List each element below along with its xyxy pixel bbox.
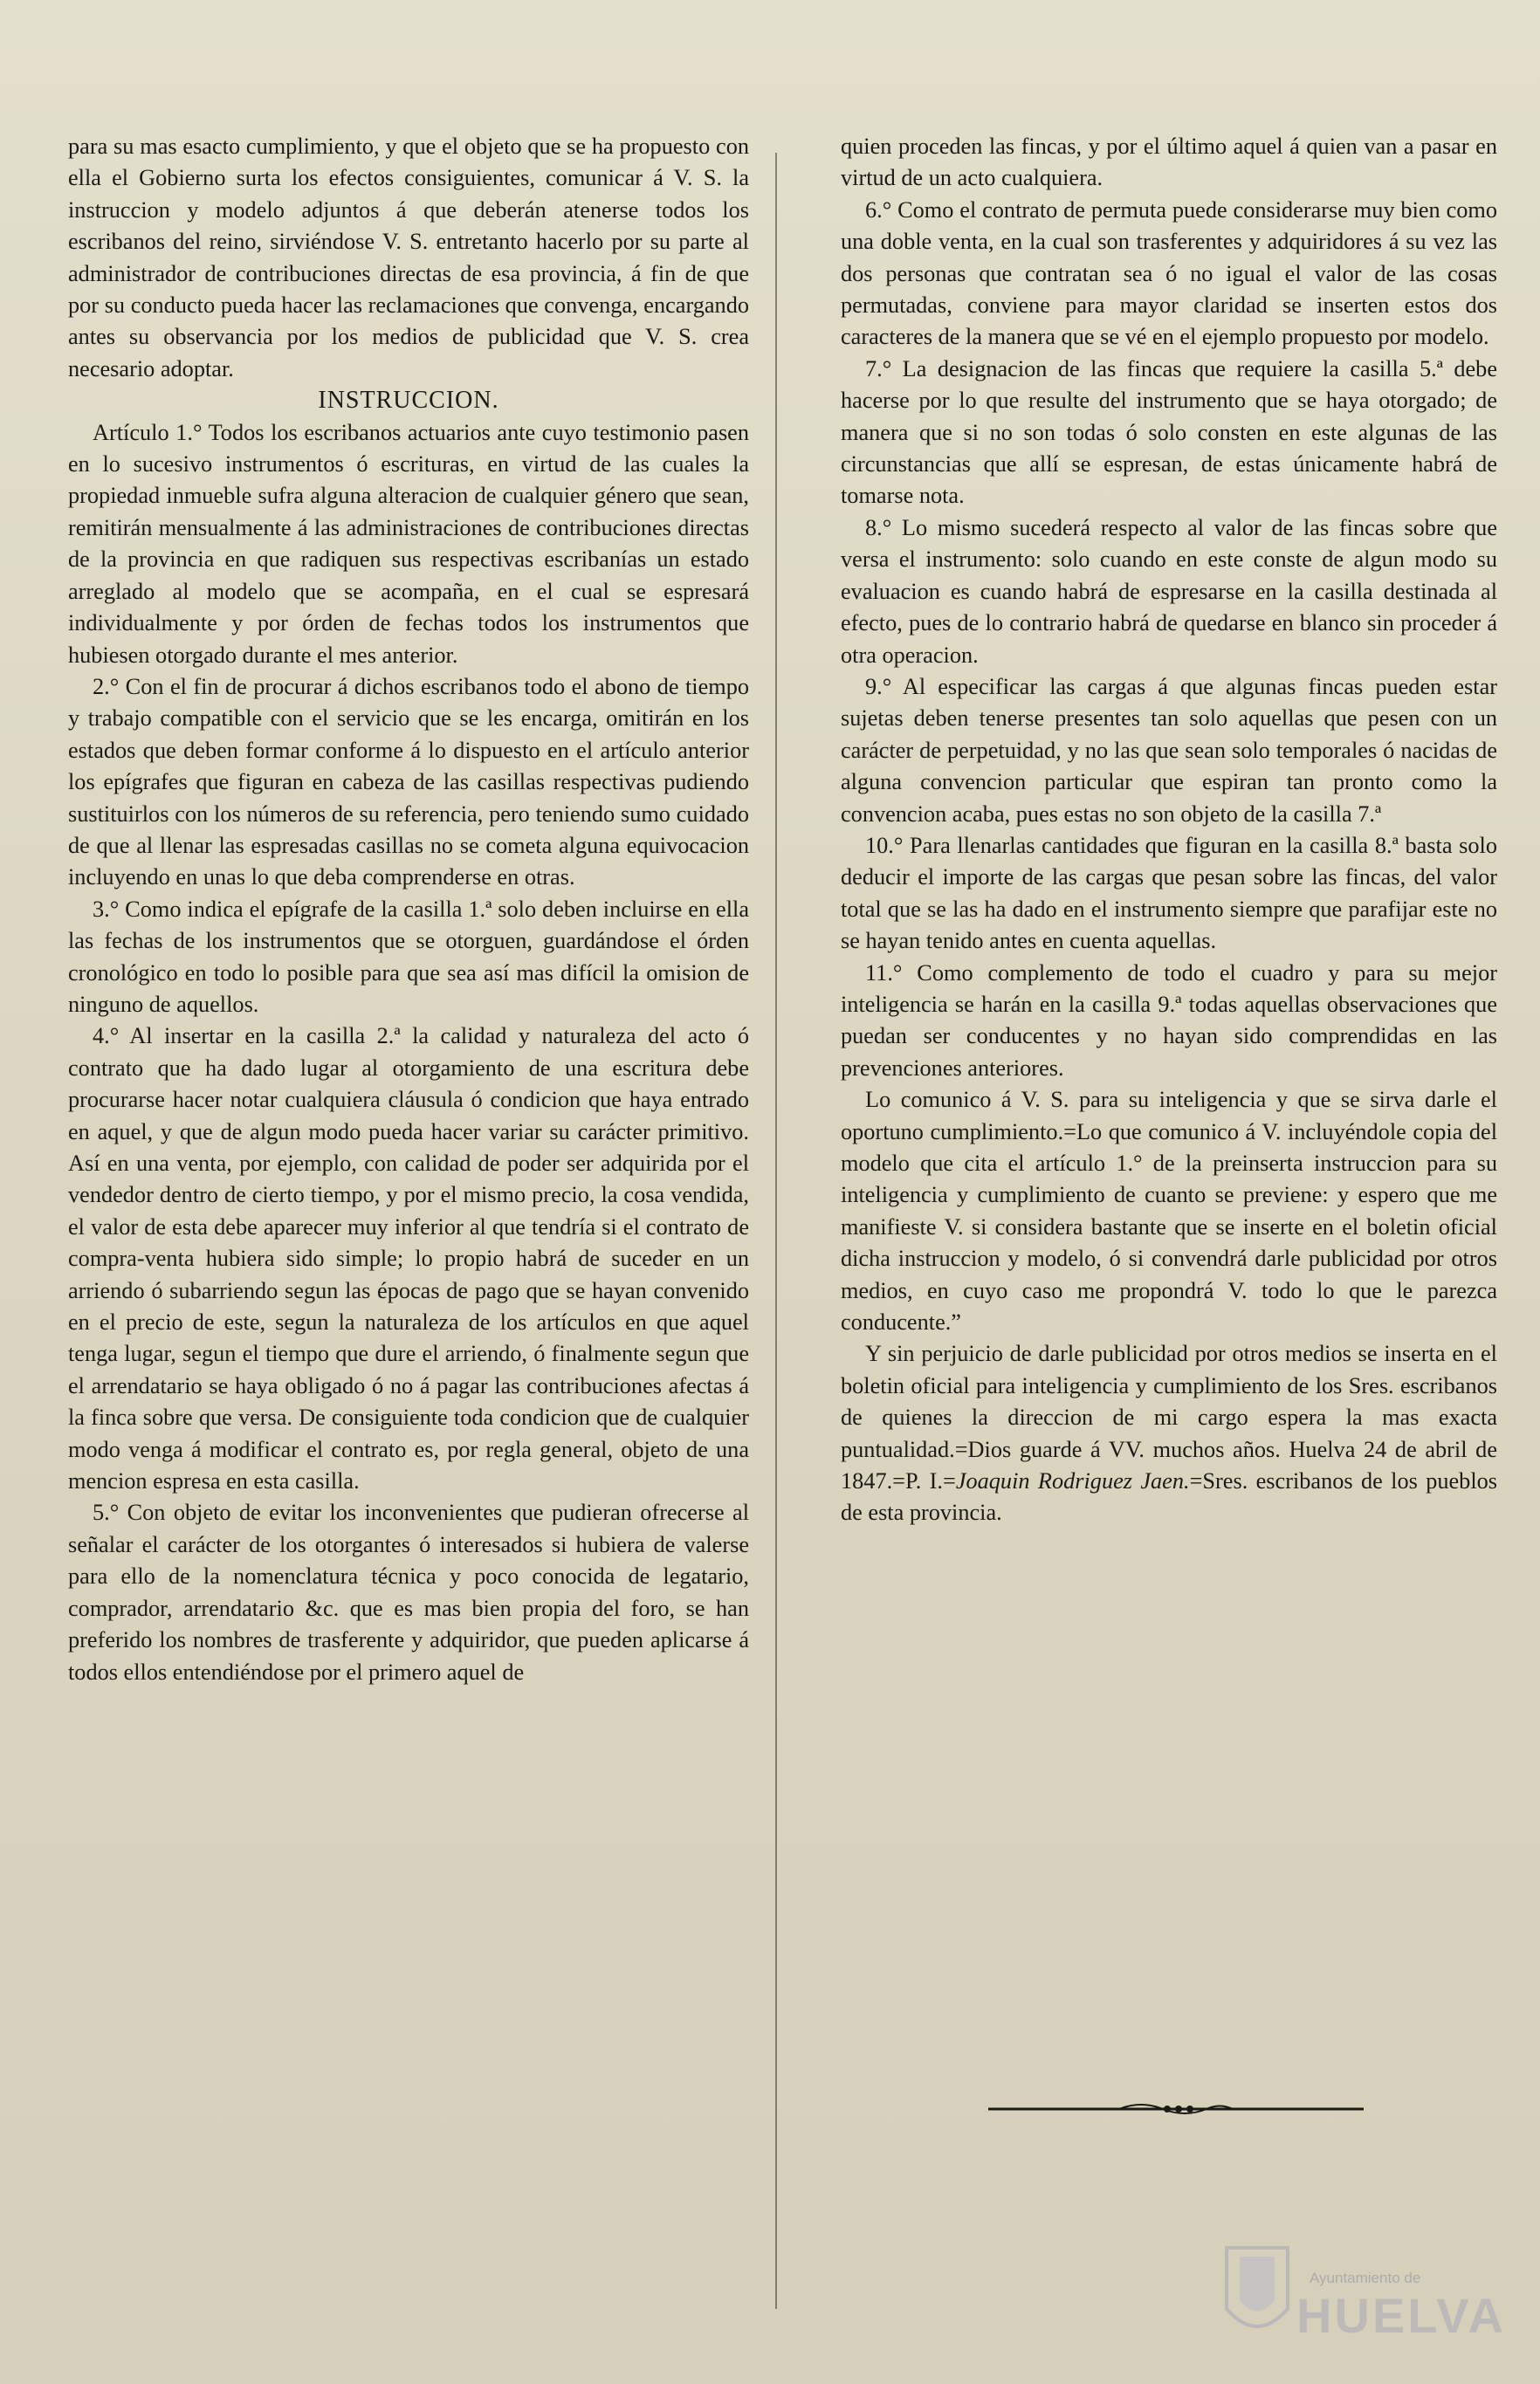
communication-paragraph: Lo comunico á V. S. para su inteligencia y que se sirva darle el oportuno cumplimiento.=Lo que comunico á V. incluyéndole copia del modelo que cita el artículo 1.° de la preinserta instruccion para su inteligencia y cumplimiento de cuanto se previene: y espero que me manifieste V. si considera bastante que se inserte en el boletin oficial dicha instruccion y modelo, ó si convendrá darle publicidad por otros medios, en cuyo caso me propondrá V. todo lo que le parezca conducente.” xyxy=(841,1087,1497,1336)
column-divider xyxy=(775,153,777,2309)
watermark-subtitle: Ayuntamiento de xyxy=(1310,2270,1421,2286)
closing-paragraph xyxy=(841,1338,1497,1529)
article-6: 6.° Como el contrato de permuta puede considerarse muy bien como una doble venta, en la cual son trasferentes y adquiridores á su vez las dos personas que contratan sea ó no igual el valor de las cosas permutadas, conviene para mayor claridad se inserten estos dos caracteres de la manera que se vé en el ejemplo propuesto por modelo. xyxy=(841,196,1497,350)
closing-text: Y sin perjuicio de darle publicidad por otros medios se inserta en el boletin oficial para inteligencia y cumplimiento de los Sres. escribanos de quienes la direccion de mi cargo espera la mas exacta puntualidad.=Dios guarde á VV. muchos años. Huelva 24 de abril de 1847.=P. I.= xyxy=(841,1341,1497,1494)
article-3: 3.° Como indica el epígrafe de la casilla 1.ª solo deben incluirse en ella las fechas de los instrumentos que se otorguen, guardándose el órden cronológico en todo lo posible para que sea así mas difícil la omision de ninguno de aquellos. xyxy=(68,896,749,1017)
article-10: 10.° Para llenarlas cantidades que figuran en la casilla 8.ª basta solo deducir el importe de las cargas que pesan sobre las fincas, del valor total que se las ha dado en el instrumento siempre que parafijar este no se hayan tenido antes en cuenta aquellas. xyxy=(841,832,1497,954)
article-7: 7.° La designacion de las fincas que requiere la casilla 5.ª debe hacerse por lo que resulte del instrumento que se haya otorgado; de manera que si no son todas ó solo consten en este algunas de las circunstancias que allí se espresan, de estas únicamente habrá de tomarse nota. xyxy=(841,355,1497,509)
article-4: 4.° Al insertar en la casilla 2.ª la calidad y naturaleza del acto ó contrato que ha dado lugar al otorgamiento de una escritura debe procurarse hacer notar cualquiera cláusula ó condicion que haya entrado en aquel, y que de algun modo pueda hacer variar su carácter primitivo. Así en una venta, por ejemplo, con calidad de poder ser adquirida por el vendedor dentro de cierto tiempo, y por el mismo precio, la cosa vendida, el valor de esta debe aparecer muy inferior al que tendría si el contrato de compra-venta hubiera sido simple; lo propio habrá de suceder en un arriendo ó subarriendo segun las épocas de pago que se hayan convenido en el precio de este, segun la naturaleza de los artículos en que aquel tenga lugar, segun el tiempo que dure el arriendo, ó finalmente segun que el arrendatario se haya obligado ó no á pagar las contribuciones afectas á la finca sobre que versa. De consiguiente toda condicion que de cualquier modo venga á modificar el contrato es, por regla general, objeto de una mencion espresa en esta casilla. xyxy=(68,1023,749,1494)
continuation-paragraph: quien proceden las fincas, y por el último aquel á quien van a pasar en virtud de un acto cualquiera. xyxy=(841,134,1497,191)
watermark-title: HUELVA xyxy=(1296,2288,1506,2343)
section-heading: INSTRUCCION. xyxy=(318,387,499,415)
article-1: Artículo 1.° Todos los escribanos actuarios ante cuyo testimonio pasen en lo sucesivo instrumentos ó escrituras, en virtud de las cuales la propiedad inmueble sufra alguna alteracion de cualquier género que sean, remitirán mensualmente á las administraciones de contribuciones directas de la provincia en que radiquen sus respectivas escribanías un estado arreglado al modelo que se acompaña, en el cual se espresará individualmente y por órden de fechas todos los instrumentos que hubiesen otorgado durante el mes anterior. xyxy=(68,419,749,668)
left-column xyxy=(68,131,749,1688)
ornamental-rule xyxy=(988,2099,1364,2119)
intro-paragraph: para su mas esacto cumplimiento, y que el objeto que se ha propuesto con ella el Gobierno surta los efectos consiguientes, comunicar á V. S. la instruccion y modelo adjuntos á que deberán atenerse todos los escribanos del reino, sirviéndose V. S. entretanto hacerlo por su parte al administrador de contribuciones directas de esa provincia, á fin de que por su conducto pueda hacer las reclamaciones que convenga, encargando antes su observancia por los medios de publicidad que V. S. crea necesario adoptar. xyxy=(68,134,749,381)
closing-addressees: =Sres. escribanos de los pueblos de esta provincia. xyxy=(841,1468,1498,1526)
right-column xyxy=(841,131,1497,1529)
article-8: 8.° Lo mismo sucederá respecto al valor de las fincas sobre que versa el instrumento: solo cuando en este conste de algun modo su evaluacion es cuando habrá de espresarse en la casilla destinada al efecto, pues de lo contrario habrá de quedarse en blanco sin proceder á otra operacion. xyxy=(841,514,1497,668)
signatory-name: Joaquin Rodriguez Jaen. xyxy=(955,1468,1190,1494)
article-5: 5.° Con objeto de evitar los inconvenientes que pudieran ofrecerse al señalar el carácter de los otorgantes ó interesados si hubiera de valerse para ello de la nomenclatura técnica y poco conocida de legatario, comprador, arrendatario &c. que es mas bien propia del foro, se han preferido los nombres de trasferente y adquiridor, que pueden aplicarse á todos ellos entendiéndose por el primero aquel de xyxy=(68,1500,749,1685)
article-11: 11.° Como complemento de todo el cuadro y para su mejor inteligencia se harán en la casilla 9.ª todas aquellas observaciones que puedan ser conducentes y no hayan sido comprendidas en las prevenciones anteriores. xyxy=(841,959,1497,1081)
article-9: 9.° Al especificar las cargas á que algunas fincas pueden estar sujetas deben tenerse presentes tan solo aquellas que pesen con un carácter de perpetuidad, y no las que sean solo temporales ó nacidas de alguna convencion particular que espiran tan pronto como la convencion acaba, pues estas no son objeto de la casilla 7.ª xyxy=(841,673,1497,827)
article-2: 2.° Con el fin de procurar á dichos escribanos todo el abono de tiempo y trabajo compatible con el servicio que se les encarga, omitirán en los estados que deben formar conforme á lo dispuesto en el artículo anterior los epígrafes que figuran en cabeza de las casillas respectivas pudiendo sustituirlos con los números de su referencia, pero teniendo sumo cuidado de que al llenar las espresadas casillas no se cometa alguna equivocacion incluyendo en unas lo que deba comprenderse en otras. xyxy=(68,673,749,890)
